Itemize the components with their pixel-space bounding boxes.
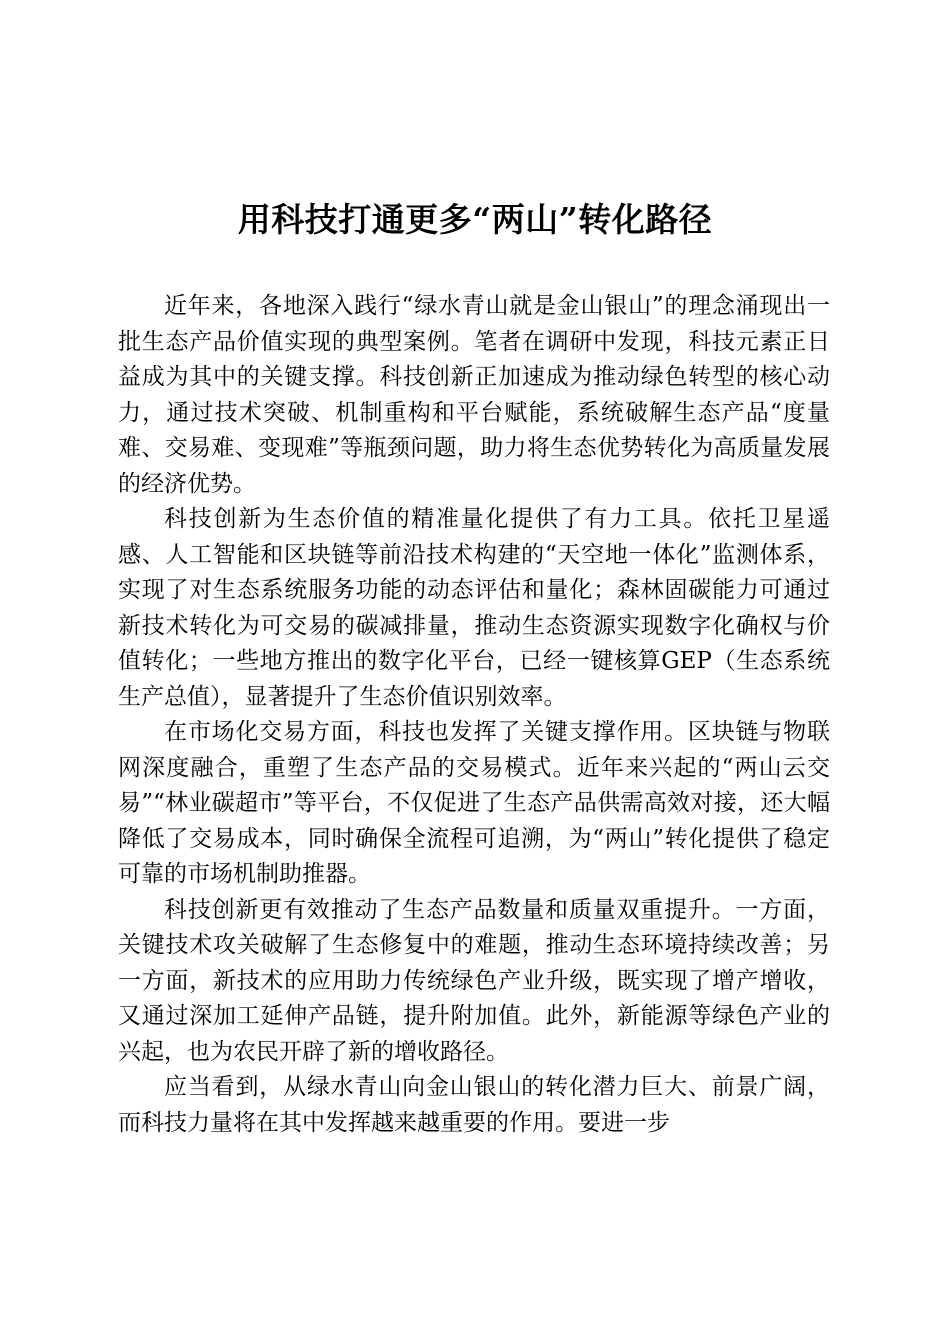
paragraph-2: 科技创新为生态价值的精准量化提供了有力工具。依托卫星遥感、人工智能和区块链等前沿技术构建的“天空地一体化”监测体系，实现了对生态系统服务功能的动态评估和量化；森林固碳能力可通过新技术转化为可交易的碳减排量，推动生态资源实现数字化确权与价值转化；一些地方推出的数字化平台，已经一键核算GEP（生态系统生产总值），显著提升了生态价值识别效率。: [118, 506, 830, 710]
article-body: [118, 289, 830, 1141]
article-title: 用科技打通更多“两山”转化路径: [237, 200, 713, 239]
paragraph-1: 近年来，各地深入践行“绿水青山就是金山银山”的理念涌现出一批生态产品价值实现的典型案例。笔者在调研中发现，科技元素正日益成为其中的关键支撑。科技创新正加速成为推动绿色转型的核心动力，通过技术突破、机制重构和平台赋能，系统破解生态产品“度量难、交易难、变现难”等瓶颈问题，助力将生态优势转化为高质量发展的经济优势。: [118, 293, 830, 497]
paragraph-3: 在市场化交易方面，科技也发挥了关键支撑作用。区块链与物联网深度融合，重塑了生态产品的交易模式。近年来兴起的“两山云交易”“林业碳超市”等平台，不仅促进了生态产品供需高效对接，还大幅降低了交易成本，同时确保全流程可追溯，为“两山”转化提供了稳定可靠的市场机制助推器。: [118, 719, 830, 887]
paragraph-4: 科技创新更有效推动了生态产品数量和质量双重提升。一方面，关键技术攻关破解了生态修复中的难题，推动生态环境持续改善；另一方面，新技术的应用助力传统绿色产业升级，既实现了增产增收，又通过深加工延伸产品链，提升附加值。此外，新能源等绿色产业的兴起，也为农民开辟了新的增收路径。: [118, 896, 830, 1065]
paragraph-5: 应当看到，从绿水青山向金山银山的转化潜力巨大、前景广阔，而科技力量将在其中发挥越来越重要的作用。要进一步: [118, 1074, 830, 1136]
